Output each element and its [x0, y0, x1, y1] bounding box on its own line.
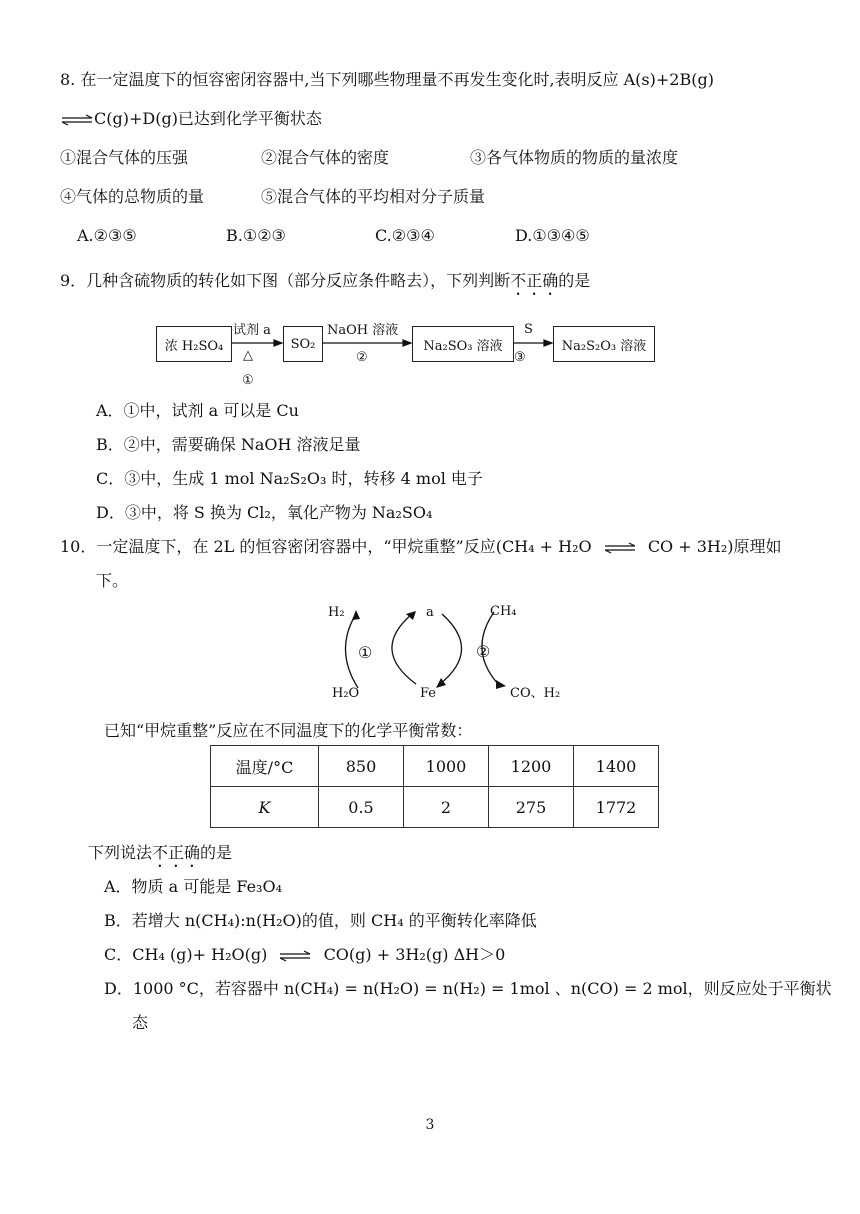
- q10-ask-emphasis: 不正确: [152, 843, 201, 862]
- q8-item-4: ④气体的总物质的量: [60, 187, 205, 206]
- q9-option-b: B．②中，需要确保 NaOH 溶液足量: [96, 435, 361, 454]
- cycle-fe: Fe: [420, 686, 437, 701]
- q10-stem-line2: 下。: [96, 571, 129, 590]
- cycle-ch4: CH₄: [490, 604, 517, 619]
- arrow3-label: S: [524, 322, 533, 337]
- page-number: 3: [425, 1117, 435, 1133]
- q10-ask-a: 下列说法: [88, 843, 153, 862]
- q10-stem-b: CO + 3H₂)原理如: [647, 537, 782, 556]
- arrow1-heat: △: [243, 348, 253, 363]
- q10-option-c-a: C．CH₄ (g)+ H₂O(g): [104, 945, 268, 964]
- table-cell: 1200: [489, 746, 574, 787]
- cycle-h2: H₂: [328, 605, 345, 620]
- q8-item-5: ⑤混合气体的平均相对分子质量: [261, 187, 486, 206]
- flow-box-h2so4: 浓 H₂SO₄: [156, 326, 232, 362]
- q10-option-d-line2: 态: [132, 1013, 149, 1032]
- q9-option-d: D．③中，将 S 换为 Cl₂，氧化产物为 Na₂SO₄: [96, 503, 433, 522]
- flow-arrows: [0, 0, 860, 400]
- table-cell: K: [211, 787, 319, 828]
- q10-option-c-b: CO(g) + 3H₂(g) ΔH＞0: [323, 945, 506, 964]
- q9-option-c: C．③中，生成 1 mol Na₂S₂O₃ 时，转移 4 mol 电子: [96, 469, 483, 488]
- q9-stem-b: 的是: [558, 271, 591, 290]
- arrow2-label: NaOH 溶液: [327, 323, 399, 338]
- table-cell: 1772: [574, 787, 659, 828]
- flow-box-so2: SO₂: [283, 326, 323, 362]
- q10-option-c: [104, 945, 505, 965]
- q8-stem-line1: 8. 在一定温度下的恒容密闭容器中,当下列哪些物理量不再发生变化时,表明反应 A(s)+2B(g): [60, 70, 714, 89]
- table-row: [211, 787, 659, 828]
- q10-ask-b: 的是: [200, 843, 233, 862]
- q8-item-1: ①混合气体的压强: [60, 148, 189, 167]
- table-cell: 温度/°C: [211, 746, 319, 787]
- arrow1-number: ①: [242, 373, 254, 388]
- q8-item-3: ③各气体物质的物质的量浓度: [470, 148, 679, 167]
- q8-option-a: A.②③⑤: [77, 226, 137, 245]
- table-cell: 275: [489, 787, 574, 828]
- arrow3-number: ③: [514, 350, 526, 365]
- q10-stem-line1: [60, 537, 782, 557]
- table-cell: 1400: [574, 746, 659, 787]
- q10-option-d-line1: D．1000 °C，若容器中 n(CH₄) = n(H₂O) = n(H₂) = 1mol 、n(CO) = 2 mol，则反应处于平衡状: [104, 979, 832, 998]
- flow-box-na2s2o3: Na₂S₂O₃ 溶液: [553, 326, 655, 362]
- q9-stem-emphasis: 不正确: [510, 271, 559, 290]
- cycle-a: a: [426, 605, 434, 620]
- q8-option-c: C.②③④: [375, 226, 435, 245]
- q10-option-a: A．物质 a 可能是 Fe₃O₄: [104, 877, 282, 896]
- flow-box-na2so3: Na₂SO₃ 溶液: [412, 326, 514, 362]
- q8-option-b: B.①②③: [226, 226, 286, 245]
- arrow2-number: ②: [356, 350, 368, 365]
- q10-cycle-diagram: [320, 598, 580, 706]
- q8-item-2: ②混合气体的密度: [261, 148, 390, 167]
- table-cell: 850: [319, 746, 404, 787]
- equilibrium-arrow-icon: [278, 950, 312, 962]
- table-cell: 1000: [404, 746, 489, 787]
- table-cell: 0.5: [319, 787, 404, 828]
- q9-stem-a: 9．几种含硫物质的转化如下图（部分反应条件略去），下列判断: [60, 271, 511, 290]
- cycle-step2: ②: [476, 642, 491, 661]
- table-row: [211, 746, 659, 787]
- cycle-co-h2: CO、H₂: [510, 686, 561, 701]
- q8-option-d: D.①③④⑤: [515, 226, 590, 245]
- q10-ask: [88, 843, 232, 871]
- table-cell: 2: [404, 787, 489, 828]
- cycle-h2o: H₂O: [332, 686, 360, 701]
- equilibrium-constant-table: [210, 745, 659, 828]
- q8-stem-line2: C(g)+D(g)已达到化学平衡状态: [94, 109, 322, 128]
- equilibrium-arrow-icon: [603, 542, 637, 554]
- cycle-step1: ①: [358, 643, 373, 662]
- q10-option-b: B．若增大 n(CH₄):n(H₂O)的值，则 CH₄ 的平衡转化率降低: [104, 911, 537, 930]
- arrow1-label: 试剂 a: [233, 323, 271, 338]
- q10-stem-a: 10．一定温度下，在 2L 的恒容密闭容器中，“甲烷重整”反应(CH₄ + H₂O: [60, 537, 592, 556]
- q9-option-a: A．①中，试剂 a 可以是 Cu: [96, 401, 299, 420]
- q10-known: 已知“甲烷重整”反应在不同温度下的化学平衡常数：: [104, 721, 473, 740]
